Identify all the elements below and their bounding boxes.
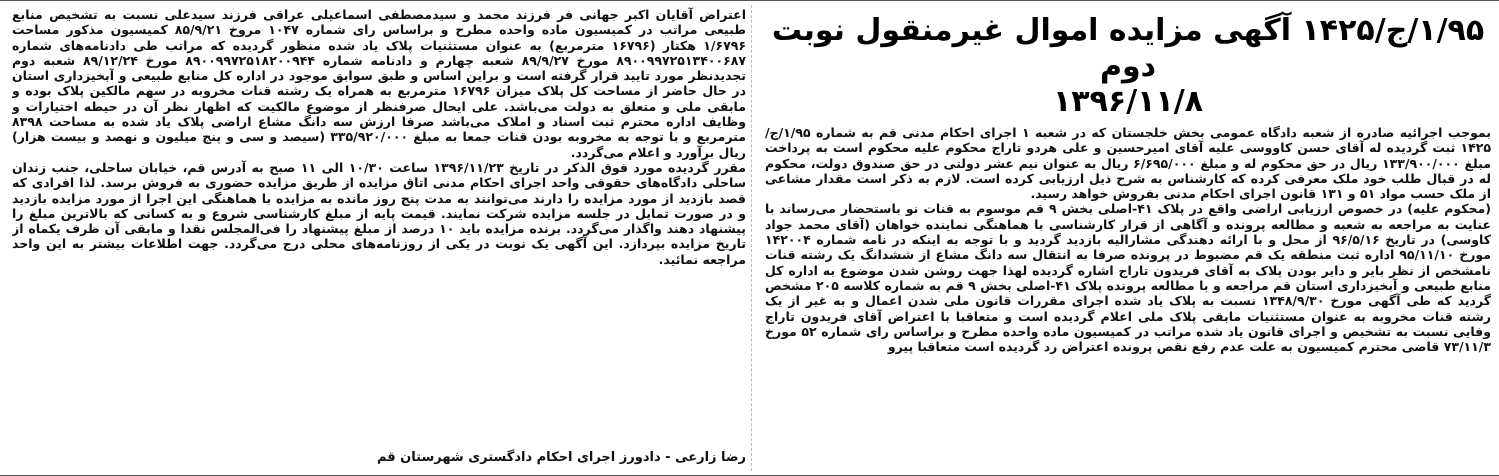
notice-date: ۱۳۹۶/۱۱/۸ (1052, 84, 1204, 119)
notice-signature: رضا زارعی - دادورز اجرای احکام دادگستری شهرستان قم (376, 450, 746, 465)
notice-paragraph-objection: اعتراض آقایان اکبر جهانی فر فرزند محمد و سیدمصطفی اسماعیلی عراقی فرزند سیدعلی نسبت به تشخیص منابع طبیعی مراتب در کمیسیون ماده واحده مطرح و براساس رای شماره ۱۰۴۷ مروخ ۸۵/۹/۲۱ کمیسیون مذکور مساحت ۱/۶۷۹۶ هکتار (۱۶۷۹۶ مترمربع) به عنوان مستثنیات پلاک یاد شده منظور گردیده که مراتب طی دادنامه‌های شماره ۸۹۰۰۹۹۷۲۵۱۳۴۰۰۶۸۷ مورخ ۸۹/۹/۲۷ شعبه چهارم و دادنامه شماره ۸۹۰۰۹۹۷۲۵۱۸۲۰۰۹۴۴ مورخ ۸۹/۱۲/۲۴ شعبه دوم تجدیدنظر مورد تایید قرار گرفته است و براین اساس و طبق سوابق موجود در اداره کل منابع طبیعی و آبخیزداری استان در حال حاضر از مساحت کل پلاک میزان ۱۶۷۹۶ مترمربع به همراه یک رشته قنات مخروبه در سهم مالکین پلاک بوده و مابقی ملی و متعلق به دولت می‌باشد. علی ایحال صرفنظر از موضوع مالکیت که اظهار نظر آن در حیطه اختیارات و وظایف اداره محترم ثبت اسناد و املاک می‌باشد صرفا ارزش سه دانگ مشاع اراضی پلاک یاد شده به مساحت ۸۳۹۸ مترمربع و با توجه به مخروبه بودن قنات جمعا به مبلغ ۳۳۵/۹۲۰/۰۰۰ (سیصد و سی و پنج میلیون و نهصد و بیست هزار) ریال برآورد و اعلام می‌گردد. (12, 7, 746, 160)
column-divider (751, 5, 752, 471)
notice-right-column (765, 7, 1491, 471)
notice-paragraph-execution: بموجب اجرائیه صادره از شعبه دادگاه عمومی بخش خلجستان که در شعبه ۱ اجرای احکام مدنی قم به شماره ۱/۹۵/ج/۱۴۲۵ ثبت گردیده له آقای حسن کاووسی علیه آقای امیرحسین و علی هردو تاراج محکوم علیه محکوم است به پرداخت مبلغ ۱۳۳/۹۰۰/۰۰۰ ریال در حق محکوم له و مبلغ ۶/۶۹۵/۰۰۰ ریال به عنوان نیم عشر دولتی در حق صندوق دولت، محکوم له در قبال طلب خود ملک معرفی کرده که کارشناس به شرح ذیل ارزیابی کرده است. لازم به ذکر است مقدار مشاعی از ملک حسب مواد ۵۱ و ۱۳۱ قانون اجرای احکام مدنی بفروش خواهد رسید. (765, 125, 1491, 202)
notice-paragraph-auction-terms: مقرر گردیده مورد فوق الذکر در تاریخ ۱۳۹۶/۱۱/۲۳ ساعت ۱۰/۳۰ الی ۱۱ صبح به آدرس قم، خیابان ساحلی، جنب زندان ساحلی دادگاه‌های حقوقی واحد اجرای احکام مدنی اتاق مزایده از طریق مزایده حضوری به فروش برسد. لذا افرادی که قصد بازدید از مورد مزایده را دارند می‌توانند به مدت پنج روز مانده به مزایده با هماهنگی این اجرا از مورد مزایده بازدید و در صورت تمایل در جلسه مزایده شرکت نمایند. قیمت پایه از مبلغ کارشناسی شروع و به کسانی که بالاترین مبلغ را پیشنهاد دهند واگذار می‌گردد. برنده مزایده باید ۱۰ درصد از مبلغ پیشنهاد را فی‌المجلس نقدا و مابقی آن ظرف یکماه از تاریخ مزایده بپردازد. این آگهی یک نوبت در یکی از روزنامه‌های محلی درج می‌گردد. جهت اطلاعات بیشتر به این واحد مراجعه نمائید. (12, 159, 746, 267)
notice-title: ۱/۹۵/ج/۱۴۲۵ آگهی مزایده اموال غیرمنقول نوبت دوم (771, 13, 1485, 84)
notice-paragraph-appraisal: (محکوم علیه) در خصوص ارزیابی اراضی واقع در پلاک ۴۱-اصلی بخش ۹ قم موسوم به قنات نو باستحضار می‌رساند با عنایت به مراجعه به شعبه و مطالعه پرونده و آگاهی از قرار کارشناسی با هماهنگی نماینده خواهان (آقای محمد جواد کاوسی) در تاریخ ۹۶/۵/۱۶ از محل و با ارائه دهندگی مشارالیه بازدید گردید و با توجه به اینکه در نامه شماره ۱۴۲۰۰۴ مورخ ۹۵/۱۱/۱۰ اداره ثبت منطقه یک قم مضبوط در پرونده صرفا به انتقال سه دانگ مشاع از ششدانگ یک رشته قنات نامشخص از نظر بایر و دایر بودن پلاک به آقای فریدون تاراج اشاره گردیده لهذا جهت روشن شدن موضوع به اداره کل منابع طبیعی و آبخیزداری استان قم مراجعه و با مطالعه پرونده پلاک ۴۱-اصلی بخش ۹ قم به شماره کلاسه ۲۰۵ مشخص گردید که طی آگهی مورخ ۱۳۴۸/۹/۳۰ نسبت به پلاک یاد شده اجرای مقررات قانون ملی شدن اعمال و به غیر از یک رشته قنات مخروبه به عنوان مستثنیات مابقی پلاک ملی اعلام گردیده است و متعاقبا با اعتراض آقای فریدون تاراج وفایی نسبت به تشخیص و اجرای قانون یاد شده مراتب در کمیسیون ماده واحده مطرح و براساس رای شماره ۵۲ مورخ ۷۳/۱۱/۳ قاضی محترم کمیسیون به علت عدم رفع نقص پرونده اعتراض رد گردیده است متعاقبا پیرو (765, 201, 1491, 355)
notice-left-column (12, 7, 746, 471)
